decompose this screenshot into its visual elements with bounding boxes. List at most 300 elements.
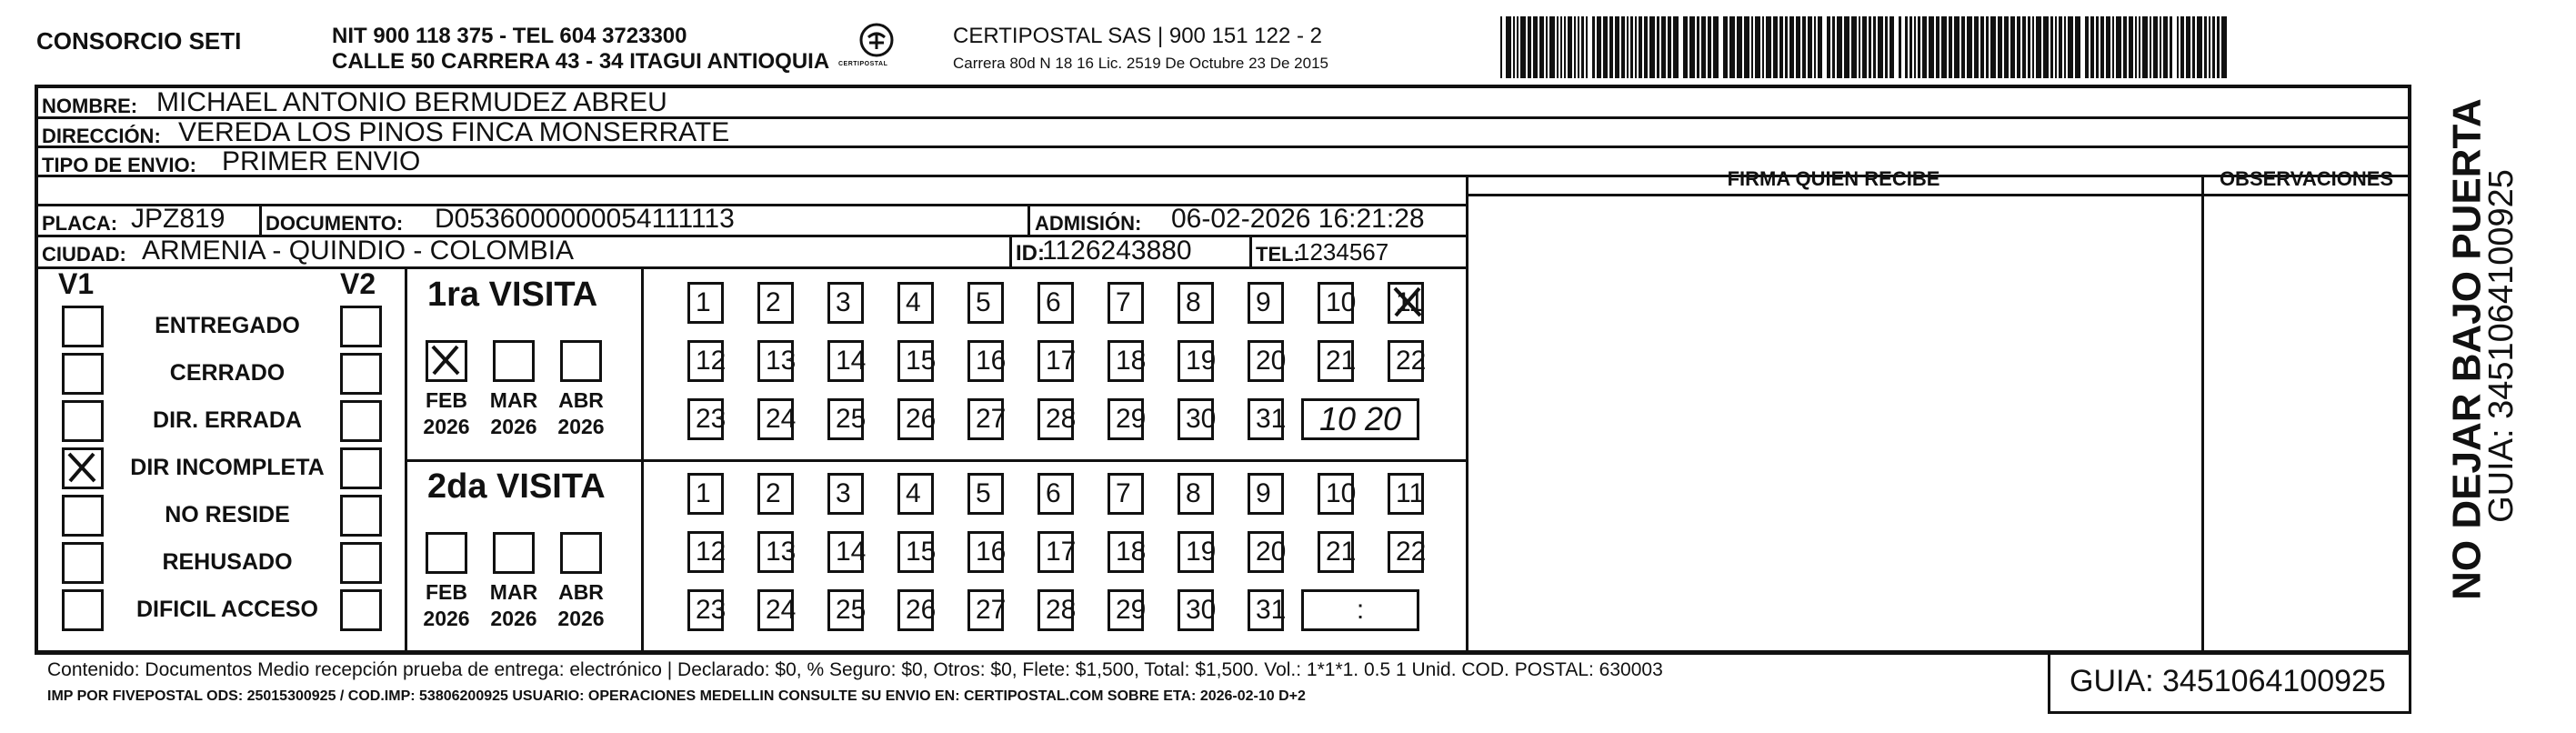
barcode-bar — [1528, 16, 1531, 78]
v2-checkbox[interactable] — [340, 447, 382, 489]
month-checkbox[interactable] — [493, 340, 535, 382]
barcode-bar — [1785, 16, 1788, 78]
day-number: 16 — [976, 346, 1007, 376]
day-number: 24 — [766, 595, 797, 625]
address-line: CALLE 50 CARRERA 43 - 34 ITAGUI ANTIOQUIA — [332, 49, 830, 74]
barcode-bar — [1844, 16, 1849, 78]
day-number: 12 — [696, 537, 727, 567]
day-box[interactable] — [827, 282, 864, 324]
barcode-bar — [1592, 16, 1595, 78]
day-number: 6 — [1046, 287, 1061, 317]
day-box[interactable] — [1318, 340, 1357, 382]
v1-checkbox[interactable] — [62, 495, 104, 537]
barcode-bar — [1657, 16, 1659, 78]
year-label: 2026 — [490, 415, 537, 438]
time-box[interactable] — [1301, 398, 1419, 440]
first-visit-title: 1ra VISITA — [427, 276, 598, 314]
day-number: 1 — [696, 287, 711, 317]
day-number: 28 — [1046, 404, 1077, 434]
barcode-bar — [1998, 16, 2002, 78]
barcode-bar — [1873, 16, 1876, 78]
tipo-value: PRIMER ENVIO — [222, 146, 421, 176]
day-number: 31 — [1256, 404, 1287, 434]
barcode-bar — [1802, 16, 1806, 78]
barcode-bar — [1974, 16, 1979, 78]
barcode-bar — [1941, 16, 1947, 78]
day-number: 21 — [1326, 346, 1357, 376]
day-number: 5 — [976, 478, 991, 508]
barcode-bar — [2170, 16, 2172, 78]
barcode-bar — [1597, 16, 1601, 78]
time-box[interactable] — [1301, 589, 1419, 631]
day-box[interactable] — [897, 531, 937, 573]
barcode-bar — [1615, 16, 1619, 78]
day-number: 10 — [1326, 478, 1357, 508]
day-box[interactable] — [967, 398, 1007, 440]
day-box[interactable] — [757, 340, 797, 382]
company-name: CONSORCIO SETI — [36, 27, 242, 55]
day-box[interactable] — [1178, 340, 1217, 382]
day-box[interactable] — [1388, 473, 1424, 515]
day-number: 13 — [766, 346, 797, 376]
ciudad-value: ARMENIA - QUINDIO - COLOMBIA — [142, 236, 575, 266]
barcode-bar — [2096, 16, 2099, 78]
barcode-bar — [1961, 16, 1965, 78]
status-label: DIFICIL ACCESO — [135, 597, 318, 622]
contenido-line: Contenido: Documentos Medio recepción prueba de entrega: electrónico | Declarado: $0, % Seguro: $0, Otros: $0, Flete: $1,500, Total: $1,500. Vol.: 1*1*1. 0.5 1 Unid. COD. POSTAL: 630003 — [47, 659, 1663, 680]
barcode-bar — [1639, 16, 1642, 78]
month-checkbox[interactable] — [560, 340, 602, 382]
year-label: 2026 — [423, 607, 470, 630]
barcode-bar — [1621, 16, 1625, 78]
month-checkbox[interactable] — [560, 532, 602, 574]
barcode-bar — [1862, 16, 1867, 78]
barcode-bar — [2209, 16, 2210, 78]
barcode-bar — [1549, 16, 1555, 78]
barcode-bar — [1744, 16, 1749, 78]
status-label: ENTREGADO — [155, 313, 300, 338]
imp-line: IMP POR FIVEPOSTAL ODS: 25015300925 / COD.IMP: 53806200925 USUARIO: OPERACIONES MEDELLIN CONSULTE SU ENVIO EN: CERTIPOSTAL.COM SOBRE ETA: 2026-02-10 D+2 — [47, 688, 1306, 704]
day-box[interactable] — [897, 340, 937, 382]
barcode-bar — [2150, 16, 2151, 78]
day-box[interactable] — [1108, 398, 1147, 440]
day-number: 30 — [1186, 404, 1217, 434]
v1-checkbox[interactable] — [62, 400, 104, 442]
barcode-bar — [1832, 16, 1835, 78]
day-box[interactable] — [1108, 473, 1144, 515]
barcode-bar — [1564, 16, 1566, 78]
day-box[interactable] — [757, 589, 797, 631]
barcode-bar — [2106, 16, 2110, 78]
day-number: 7 — [1116, 478, 1131, 508]
barcode-bar — [1673, 16, 1679, 78]
barcode-bar — [1539, 16, 1544, 78]
day-number: 15 — [906, 537, 937, 567]
day-box[interactable] — [1037, 531, 1077, 573]
day-box[interactable] — [687, 531, 727, 573]
day-box[interactable] — [1248, 531, 1287, 573]
barcode-bar — [1796, 16, 1800, 78]
barcode-bar — [1755, 16, 1760, 78]
day-box[interactable] — [1037, 589, 1077, 631]
documento-value: D0536000000054111113 — [435, 204, 735, 234]
status-label: DIR. ERRADA — [153, 407, 302, 433]
barcode-bar — [2197, 16, 2202, 78]
day-box[interactable] — [1037, 398, 1077, 440]
month-checkbox[interactable] — [426, 532, 467, 574]
barcode-bar — [2139, 16, 2140, 78]
day-number: 26 — [906, 404, 937, 434]
barcode-bar — [1827, 16, 1830, 78]
barcode-bar — [2180, 16, 2184, 78]
barcode-bar — [1737, 16, 1742, 78]
day-number: 3 — [836, 478, 851, 508]
barcode-bar — [1644, 16, 1648, 78]
month-label: FEB — [426, 580, 467, 604]
day-box[interactable] — [687, 340, 727, 382]
day-box[interactable] — [897, 589, 937, 631]
day-box[interactable] — [687, 398, 727, 440]
barcode-bar — [1967, 16, 1972, 78]
day-number: 17 — [1046, 346, 1077, 376]
day-box[interactable] — [1248, 340, 1287, 382]
day-box[interactable] — [1178, 398, 1217, 440]
barcode-bar — [1885, 16, 1888, 78]
barcode-bar — [2116, 16, 2121, 78]
day-box[interactable] — [1178, 531, 1217, 573]
year-label: 2026 — [557, 415, 605, 438]
barcode-bar — [1837, 16, 1842, 78]
day-number: 29 — [1116, 404, 1147, 434]
day-box[interactable] — [1248, 398, 1287, 440]
day-box[interactable] — [1388, 531, 1427, 573]
nombre-value: MICHAEL ANTONIO BERMUDEZ ABREU — [156, 87, 667, 117]
barcode-bar — [2028, 16, 2030, 78]
placa-value: JPZ819 — [131, 204, 226, 234]
day-number: 22 — [1396, 346, 1427, 376]
direccion-value: VEREDA LOS PINOS FINCA MONSERRATE — [178, 117, 730, 147]
day-number: 11 — [1396, 287, 1425, 317]
ciudad-label: CIUDAD: — [42, 243, 126, 266]
id-label: ID: — [1016, 241, 1045, 266]
day-box[interactable] — [1318, 531, 1357, 573]
day-box[interactable] — [687, 473, 724, 515]
barcode-bar — [2153, 16, 2158, 78]
barcode-bar — [2186, 16, 2190, 78]
day-number: 30 — [1186, 595, 1217, 625]
v2-checkbox[interactable] — [340, 306, 382, 347]
barcode-bar — [2129, 16, 2133, 78]
month-label: MAR — [489, 580, 538, 604]
day-number: 11 — [1396, 478, 1425, 508]
barcode-bar — [1766, 16, 1771, 78]
tel-value: 1234567 — [1297, 238, 1389, 266]
day-number: 5 — [976, 287, 991, 317]
day-number: 9 — [1256, 287, 1271, 317]
day-number: 20 — [1256, 537, 1287, 567]
month-label: MAR — [489, 388, 538, 412]
footer-guia: GUIA: 3451064100925 — [2070, 664, 2386, 698]
day-box[interactable] — [1108, 340, 1147, 382]
barcode-bar — [2112, 16, 2114, 78]
day-number: 19 — [1186, 346, 1217, 376]
day-box[interactable] — [1178, 589, 1217, 631]
barcode-bar — [2177, 16, 2179, 78]
day-number: 14 — [836, 346, 867, 376]
day-number: 14 — [836, 537, 867, 567]
barcode-bar — [2142, 16, 2148, 78]
day-number: 17 — [1046, 537, 1077, 567]
day-number: 28 — [1046, 595, 1077, 625]
barcode-bar — [2064, 16, 2066, 78]
day-box[interactable] — [1178, 473, 1214, 515]
barcode-bar — [2090, 16, 2094, 78]
admision-value: 06-02-2026 16:21:28 — [1171, 204, 1425, 234]
day-number: 10 — [1326, 287, 1357, 317]
barcode-bar — [2100, 16, 2104, 78]
day-box[interactable] — [757, 398, 797, 440]
day-box[interactable] — [967, 340, 1007, 382]
time-value: 10 20 — [1318, 400, 1402, 437]
barcode-bar — [2217, 16, 2220, 78]
barcode-bar — [1697, 16, 1699, 78]
day-box[interactable] — [967, 531, 1007, 573]
day-box[interactable] — [897, 398, 937, 440]
barcode-bar — [1789, 16, 1794, 78]
month-checkbox[interactable] — [493, 532, 535, 574]
barcode-bar — [1859, 16, 1860, 78]
barcode-bar — [1630, 16, 1633, 78]
day-box[interactable] — [827, 531, 867, 573]
barcode-bar — [1922, 16, 1927, 78]
barcode-bar — [1980, 16, 1984, 78]
year-label: 2026 — [557, 607, 605, 630]
day-number: 18 — [1116, 346, 1147, 376]
barcode-bar — [1773, 16, 1778, 78]
time-value: : — [1356, 595, 1365, 625]
barcode-bar — [2085, 16, 2089, 78]
barcode-bar — [1574, 16, 1576, 78]
day-number: 4 — [906, 478, 921, 508]
barcode-bar — [1936, 16, 1940, 78]
barcode-bar — [1905, 16, 1908, 78]
barcode-bar — [2123, 16, 2127, 78]
barcode-bar — [1889, 16, 1894, 78]
barcode-bar — [2022, 16, 2026, 78]
barcode-bar — [1546, 16, 1548, 78]
barcode-bar — [2055, 16, 2057, 78]
day-box[interactable] — [827, 589, 867, 631]
barcode-bar — [1557, 16, 1559, 78]
day-box[interactable] — [1388, 282, 1424, 324]
barcode-bar — [1990, 16, 1996, 78]
barcode-bar — [2221, 16, 2227, 78]
barcode-bar — [2192, 16, 2195, 78]
barcode-bar — [1689, 16, 1695, 78]
day-box[interactable] — [1037, 473, 1074, 515]
barcode-bar — [1929, 16, 1934, 78]
day-number: 24 — [766, 404, 797, 434]
status-label: NO RESIDE — [165, 502, 290, 527]
nit-line: NIT 900 118 375 - TEL 604 3723300 — [332, 24, 687, 48]
barcode-bar — [1520, 16, 1526, 78]
barcode-bar — [1560, 16, 1562, 78]
barcode-bar — [1986, 16, 1989, 78]
barcode — [1500, 16, 2237, 78]
documento-label: DOCUMENTO: — [266, 212, 404, 235]
day-box[interactable] — [757, 531, 797, 573]
day-number: 8 — [1186, 287, 1201, 317]
barcode-bar — [1808, 16, 1812, 78]
v2-checkbox[interactable] — [340, 542, 382, 584]
barcode-bar — [1713, 16, 1719, 78]
day-number: 12 — [696, 346, 727, 376]
day-number: 22 — [1396, 537, 1427, 567]
v1-checkbox[interactable] — [62, 306, 104, 347]
month-checkbox[interactable] — [426, 340, 467, 382]
second-visit-title: 2da VISITA — [427, 467, 606, 506]
barcode-bar — [1818, 16, 1822, 78]
day-number: 26 — [906, 595, 937, 625]
barcode-bar — [1949, 16, 1952, 78]
day-number: 7 — [1116, 287, 1131, 317]
barcode-bar — [2036, 16, 2041, 78]
day-number: 15 — [906, 346, 937, 376]
day-number: 9 — [1256, 478, 1271, 508]
day-number: 23 — [696, 404, 727, 434]
day-box[interactable] — [827, 473, 864, 515]
day-box[interactable] — [1248, 589, 1287, 631]
admision-label: ADMISIÓN: — [1035, 212, 1142, 235]
day-box[interactable] — [687, 589, 727, 631]
day-box[interactable] — [1037, 282, 1074, 324]
barcode-bar — [1762, 16, 1764, 78]
day-box[interactable] — [1318, 282, 1357, 324]
v1-checkbox[interactable] — [62, 447, 104, 489]
day-box[interactable] — [687, 282, 724, 324]
day-number: 4 — [906, 287, 921, 317]
observaciones-header: OBSERVACIONES — [2219, 167, 2394, 190]
barcode-bar — [1609, 16, 1613, 78]
v2-checkbox[interactable] — [340, 495, 382, 537]
barcode-bar — [1649, 16, 1655, 78]
status-label: CERRADO — [169, 360, 286, 386]
barcode-bar — [1603, 16, 1608, 78]
firma-header: FIRMA QUIEN RECIBE — [1727, 167, 1940, 190]
barcode-bar — [2050, 16, 2053, 78]
barcode-bar — [1627, 16, 1629, 78]
day-number: 18 — [1116, 537, 1147, 567]
barcode-bar — [1568, 16, 1572, 78]
status-label: REHUSADO — [162, 549, 293, 575]
barcode-bar — [2204, 16, 2207, 78]
day-number: 1 — [696, 478, 711, 508]
day-number: 19 — [1186, 537, 1217, 567]
certipostal-line: CERTIPOSTAL SAS | 900 151 122 - 2 — [953, 24, 1322, 48]
license-line: Carrera 80d N 18 16 Lic. 2519 De Octubre 23 De 2015 — [953, 55, 1328, 72]
logo-caption: CERTIPOSTAL — [838, 61, 888, 67]
day-box[interactable] — [1178, 282, 1214, 324]
day-number: 27 — [976, 595, 1007, 625]
barcode-bar — [1954, 16, 1960, 78]
barcode-bar — [1701, 16, 1706, 78]
day-box[interactable] — [1108, 531, 1147, 573]
day-number: 23 — [696, 595, 727, 625]
day-box[interactable] — [1248, 473, 1284, 515]
day-number: 2 — [766, 478, 781, 508]
barcode-bar — [1723, 16, 1728, 78]
v1-checkbox[interactable] — [62, 353, 104, 395]
day-box[interactable] — [1318, 473, 1357, 515]
month-label: ABR — [558, 388, 604, 412]
day-number: 25 — [836, 595, 867, 625]
day-box[interactable] — [967, 473, 1004, 515]
month-label: ABR — [558, 580, 604, 604]
barcode-bar — [1899, 16, 1901, 78]
side-guia-text: GUIA: 3451064100925 — [2482, 169, 2521, 523]
day-box[interactable] — [827, 340, 867, 382]
tel-label: TEL: — [1256, 243, 1300, 266]
side-text — [2417, 85, 2521, 655]
direccion-label: DIRECCIÓN: — [42, 125, 161, 147]
day-box[interactable] — [1248, 282, 1284, 324]
barcode-bar — [1517, 16, 1519, 78]
v1-checkbox[interactable] — [62, 589, 104, 631]
v2-checkbox[interactable] — [340, 589, 382, 631]
day-box[interactable] — [757, 282, 794, 324]
barcode-bar — [1506, 16, 1511, 78]
year-label: 2026 — [423, 415, 470, 438]
day-box[interactable] — [897, 473, 934, 515]
day-box[interactable] — [757, 473, 794, 515]
tipo-label: TIPO DE ENVIO: — [42, 154, 196, 176]
barcode-bar — [1578, 16, 1579, 78]
day-number: 31 — [1256, 595, 1287, 625]
barcode-bar — [1513, 16, 1515, 78]
barcode-bar — [1500, 16, 1502, 78]
barcode-bar — [1635, 16, 1637, 78]
v2-checkbox[interactable] — [340, 400, 382, 442]
day-box[interactable] — [897, 282, 934, 324]
day-number: 3 — [836, 287, 851, 317]
day-number: 16 — [976, 537, 1007, 567]
barcode-bar — [1918, 16, 1920, 78]
v1-checkbox[interactable] — [62, 542, 104, 584]
day-number: 25 — [836, 404, 867, 434]
barcode-bar — [1914, 16, 1916, 78]
day-box[interactable] — [1108, 282, 1144, 324]
day-box[interactable] — [827, 398, 867, 440]
day-box[interactable] — [1388, 340, 1427, 382]
v2-checkbox[interactable] — [340, 353, 382, 395]
day-box[interactable] — [1108, 589, 1147, 631]
day-box[interactable] — [967, 282, 1004, 324]
barcode-bar — [2010, 16, 2015, 78]
barcode-bar — [2160, 16, 2161, 78]
day-box[interactable] — [1037, 340, 1077, 382]
day-box[interactable] — [967, 589, 1007, 631]
barcode-bar — [1668, 16, 1671, 78]
month-label: FEB — [426, 388, 467, 412]
barcode-bar — [1878, 16, 1883, 78]
day-number: 8 — [1186, 478, 1201, 508]
v1-header: V1 — [58, 267, 95, 300]
barcode-bar — [1586, 16, 1588, 78]
barcode-bar — [1683, 16, 1688, 78]
day-number: 2 — [766, 287, 781, 317]
barcode-bar — [2212, 16, 2215, 78]
barcode-bar — [1779, 16, 1783, 78]
